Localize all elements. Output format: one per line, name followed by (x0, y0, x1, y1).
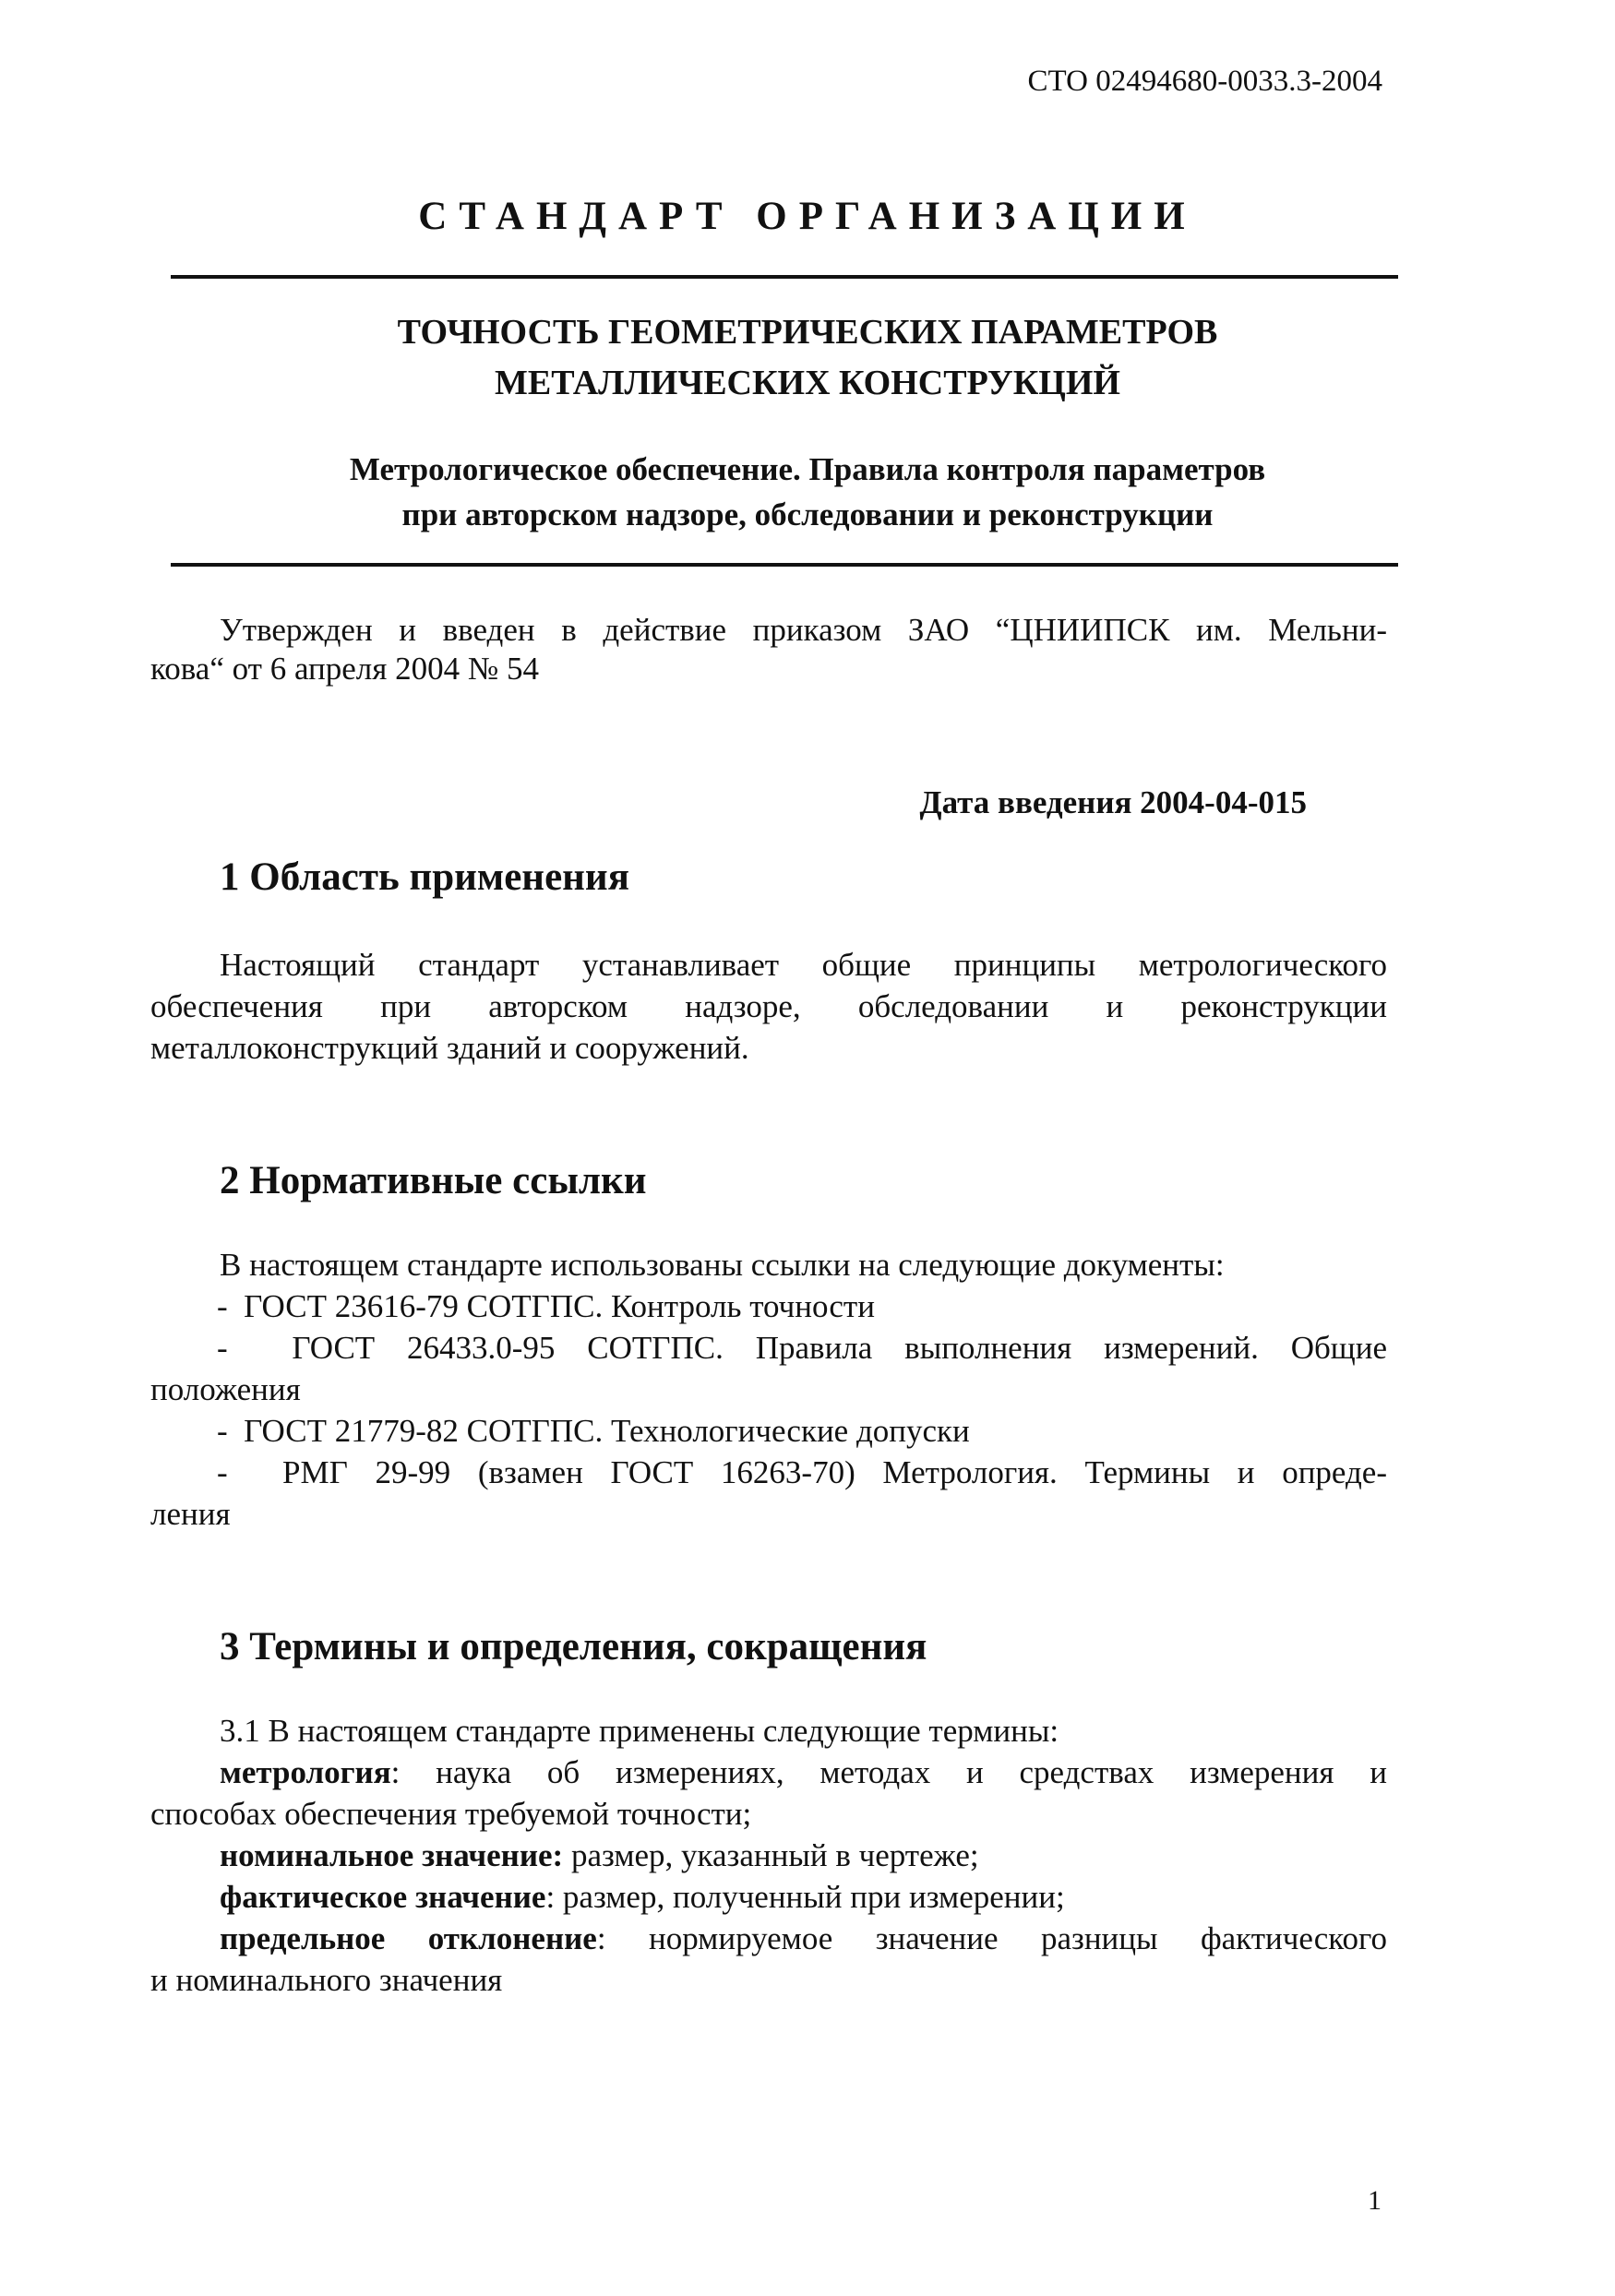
subtitle-line-2: при авторском надзоре, обследовании и реконструкции (401, 496, 1214, 532)
dash: - (217, 1454, 228, 1490)
section-1-line-1: Настоящий стандарт устанавливает общие принципы метрологического (220, 947, 1387, 983)
section-1-line-2: обеспечения при авторском надзоре, обследовании и реконструкции (150, 988, 1387, 1024)
title-line-1: ТОЧНОСТЬ ГЕОМЕТРИЧЕСКИХ ПАРАМЕТРОВ (397, 313, 1218, 352)
section-1-line-3: металлоконструкций зданий и сооружений. (150, 1030, 749, 1066)
approval-line-2: кова“ от 6 апреля 2004 № 54 (150, 651, 539, 687)
reference-item: - ГОСТ 23616-79 СОТГПС. Контроль точности (217, 1288, 875, 1324)
term-definition: предельное отклонение: нормируемое значение разницы фактического (220, 1920, 1388, 1956)
reference-item: - ГОСТ 26433.0-95 СОТГПС. Правила выполнения измерений. Общие (217, 1330, 1387, 1366)
reference-continuation: положения (150, 1371, 301, 1407)
reference-continuation: ления (150, 1496, 231, 1532)
term: номинальное значение: (220, 1837, 564, 1873)
effective-date: Дата введения 2004-04-015 (919, 784, 1307, 820)
term: предельное отклонение (220, 1920, 597, 1956)
term: метрология (220, 1754, 391, 1790)
top-divider (171, 275, 1398, 279)
subtitle-line-1: Метрологическое обеспечение. Правила контроля параметров (349, 451, 1266, 487)
dash: - (217, 1330, 228, 1366)
term-continuation: и номинального значения (150, 1962, 503, 1998)
term-continuation: способах обеспечения требуемой точности; (150, 1796, 752, 1832)
section-2-heading: 2 Нормативные ссылки (220, 1159, 647, 1202)
reference-item: - ГОСТ 21779-82 СОТГПС. Технологические допуски (217, 1413, 970, 1449)
page-number: 1 (1368, 2185, 1382, 2216)
standard-header: СТАНДАРТ ОРГАНИЗАЦИИ (418, 195, 1197, 238)
dash: - (217, 1288, 228, 1324)
bottom-divider (171, 563, 1398, 567)
title-line-2: МЕТАЛЛИЧЕСКИХ КОНСТРУКЦИЙ (495, 364, 1120, 402)
term-definition: метрология: наука об измерениях, методах и средствах измерения и (220, 1754, 1387, 1790)
section-2-intro: В настоящем стандарте использованы ссылки на следующие документы: (220, 1247, 1225, 1283)
term: фактическое значение (220, 1879, 546, 1915)
section-3-intro: 3.1 В настоящем стандарте применены следующие термины: (220, 1713, 1059, 1749)
term-definition: номинальное значение: размер, указанный в чертеже; (220, 1837, 979, 1873)
approval-line-1: Утвержден и введен в действие приказом ЗАО “ЦНИИПСК им. Мельни- (220, 612, 1387, 648)
term-definition: фактическое значение: размер, полученный при измерении; (220, 1879, 1065, 1915)
reference-item: - РМГ 29-99 (взамен ГОСТ 16263-70) Метрология. Термины и опреде- (217, 1454, 1387, 1490)
dash: - (217, 1413, 228, 1449)
section-3-heading: 3 Термины и определения, сокращения (220, 1625, 927, 1668)
document-code: СТО 02494680-0033.3-2004 (1027, 65, 1382, 98)
section-1-heading: 1 Область применения (220, 855, 629, 899)
